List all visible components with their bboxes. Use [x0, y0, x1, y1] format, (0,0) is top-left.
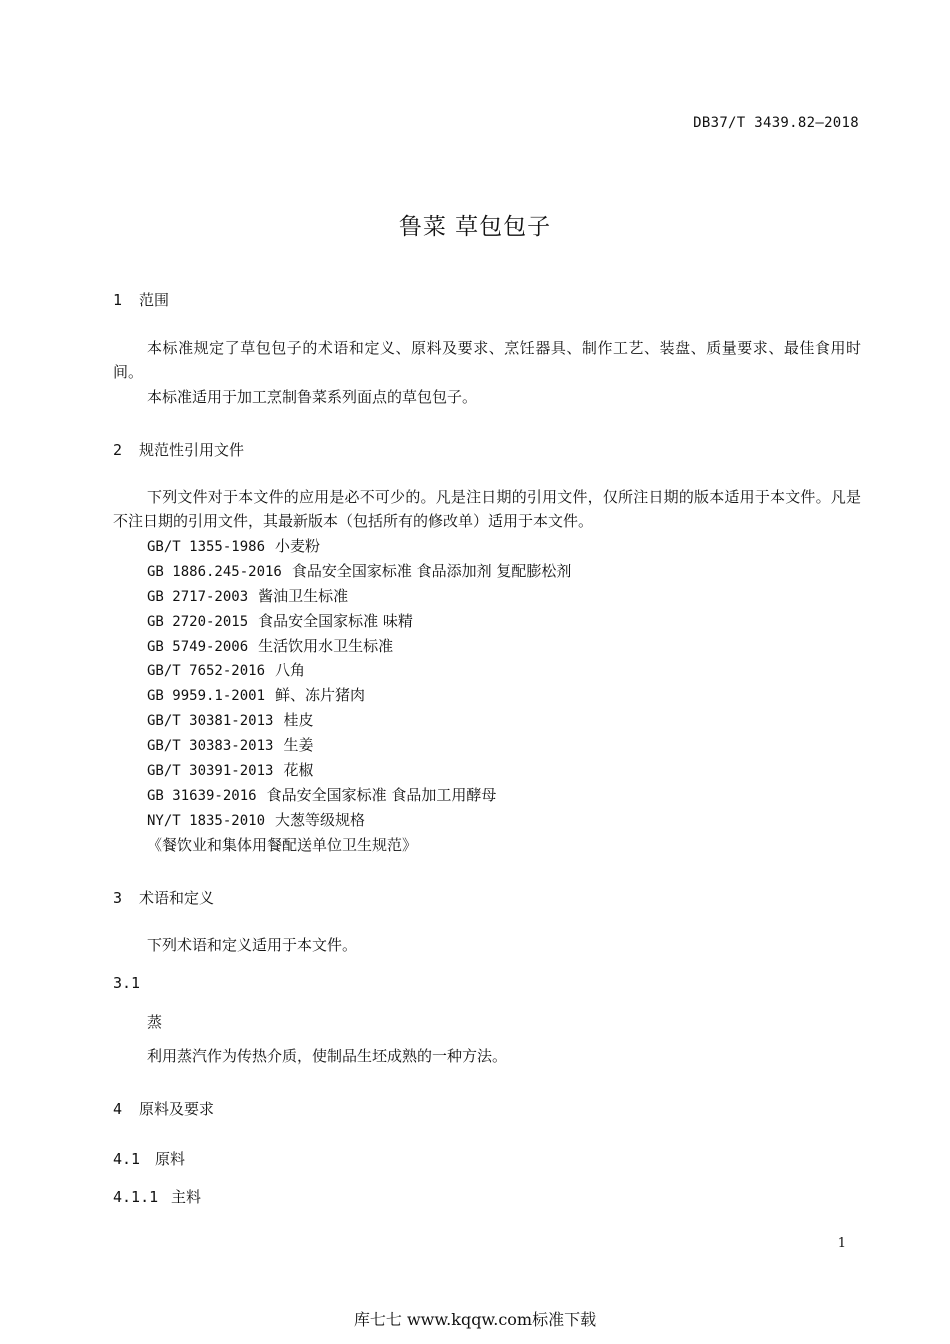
reference-code: GB 9959.1-2001	[147, 688, 266, 705]
section-number: 2	[113, 441, 123, 459]
term-number	[113, 974, 140, 992]
reference-item	[147, 658, 571, 683]
reference-item	[147, 683, 571, 708]
reference-title: 鲜、冻片猪肉	[275, 686, 366, 705]
reference-title: 花椒	[283, 761, 314, 780]
reference-title: 食品安全国家标准 食品添加剂 复配膨松剂	[291, 561, 572, 580]
section-3-heading	[113, 887, 214, 908]
reference-title: 大葱等级规格	[275, 810, 366, 829]
reference-code: GB/T 30391-2013	[147, 763, 274, 780]
reference-code: GB/T 7652-2016	[147, 663, 266, 680]
reference-item	[147, 559, 571, 584]
standard-code: DB37/T 3439.82—2018	[693, 115, 859, 131]
reference-code: GB 2720-2015	[147, 613, 249, 630]
reference-code: GB 31639-2016	[147, 787, 257, 804]
reference-item	[147, 584, 571, 609]
section-4-heading	[113, 1098, 214, 1119]
reference-item	[147, 534, 571, 559]
reference-code: GB/T 30383-2013	[147, 738, 274, 755]
reference-code: GB 1886.245-2016	[147, 563, 282, 580]
reference-title: 八角	[275, 661, 306, 680]
section-title: 术语和定义	[139, 889, 215, 907]
subsection-title: 原料	[155, 1150, 186, 1168]
reference-code: GB 2717-2003	[147, 588, 249, 605]
reference-code: NY/T 1835-2010	[147, 812, 266, 829]
reference-title: 酱油卫生标准	[258, 586, 349, 605]
references-intro-paragraph: 下列文件对于本文件的应用是必不可少的。凡是注日期的引用文件，仅所注日期的版本适用于本文件。凡是不注日期的引用文件，其最新版本（包括所有的修改单）适用于本文件。	[113, 488, 861, 530]
scope-applicability-paragraph: 本标准适用于加工烹制鲁菜系列面点的草包包子。	[147, 388, 478, 406]
terms-intro-paragraph: 下列术语和定义适用于本文件。	[147, 936, 358, 954]
clause-number: 4.1	[113, 1150, 141, 1168]
normative-reference-list	[147, 534, 571, 858]
section-title: 范围	[139, 291, 170, 309]
reference-title: 食品安全国家标准 食品加工用酵母	[266, 785, 497, 804]
reference-item	[147, 833, 571, 858]
section-number: 3	[113, 889, 123, 907]
reference-code: GB/T 1355-1986	[147, 539, 266, 555]
reference-item	[147, 758, 571, 783]
document-title: 鲁菜 草包包子	[398, 214, 552, 240]
section-number: 4	[113, 1100, 123, 1118]
clause-number: 4.1.1	[113, 1188, 159, 1206]
subsection-4-1-heading	[113, 1148, 185, 1169]
term-definition: 利用蒸汽作为传热介质，使制品生坯成熟的一种方法。	[147, 1047, 508, 1065]
subsection-title: 主料	[171, 1188, 202, 1206]
reference-code: GB/T 30381-2013	[147, 713, 274, 730]
reference-item	[147, 808, 571, 833]
reference-title: 生姜	[283, 736, 314, 755]
reference-item	[147, 733, 571, 758]
section-2-heading	[113, 439, 244, 460]
reference-title: 食品安全国家标准 味精	[258, 611, 413, 630]
section-title: 规范性引用文件	[139, 441, 245, 459]
reference-title: 小麦粉	[275, 537, 321, 555]
page-number: 1	[837, 1236, 846, 1251]
clause-number: 3.1	[113, 974, 141, 992]
term-name: 蒸	[147, 1013, 163, 1031]
reference-item	[147, 708, 571, 733]
reference-item	[147, 783, 571, 808]
section-number: 1	[113, 291, 123, 309]
reference-title: 生活饮用水卫生标准	[258, 636, 394, 655]
footer-watermark-text: 库七七 www.kqqw.com标准下载	[353, 1310, 597, 1329]
reference-code: GB 5749-2006	[147, 638, 249, 655]
reference-item	[147, 634, 571, 659]
reference-title: 《餐饮业和集体用餐配送单位卫生规范》	[147, 835, 418, 854]
reference-title: 桂皮	[283, 711, 314, 730]
section-title: 原料及要求	[139, 1100, 215, 1118]
reference-item	[147, 609, 571, 634]
section-1-heading	[113, 289, 169, 310]
subsection-4-1-1-heading	[113, 1186, 201, 1207]
scope-paragraph: 本标准规定了草包包子的术语和定义、原料及要求、烹饪器具、制作工艺、装盘、质量要求、最佳食用时间。	[113, 339, 861, 381]
